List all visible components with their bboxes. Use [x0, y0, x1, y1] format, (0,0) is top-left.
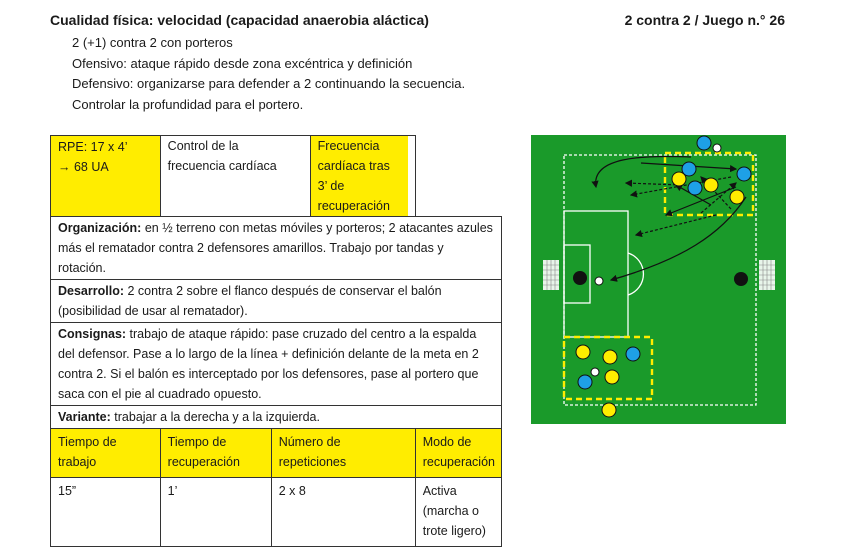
control-text: Control de la: [167, 139, 239, 153]
subtitle-line: Defensivo: organizarse para defender a 2 continuando la secuencia.: [72, 76, 466, 91]
subtitle-line: 2 (+1) contra 2 con porteros: [72, 35, 233, 50]
metrics-row: [51, 136, 502, 217]
yellow-player: [730, 190, 744, 204]
header-recovery-time: Tiempo de recuperación: [160, 429, 271, 478]
ball-icon: [713, 144, 721, 152]
heart-rate-text: Frecuencia cardíaca tras: [317, 139, 390, 173]
rpe-value: RPE: 17 x 4’: [58, 140, 128, 154]
ball-icon: [591, 368, 599, 376]
yellow-player: [704, 178, 718, 192]
rpe-cell: [51, 136, 161, 217]
consignas-row: [51, 323, 502, 406]
yellow-player: [576, 345, 590, 359]
exercise-title: Cualidad física: velocidad (capacidad anaerobia aláctica): [50, 12, 429, 28]
blue-player: [697, 136, 711, 150]
ball-icon: [595, 277, 603, 285]
header-repetitions: Número de repeticiones: [271, 429, 415, 478]
params-value-row: [51, 478, 502, 547]
subtitle-line: Controlar la profundidad para el portero.: [72, 96, 304, 112]
left-goal: [543, 260, 559, 290]
desarrollo-label: Desarrollo:: [58, 284, 124, 298]
game-number: 2 contra 2 / Juego n.° 26: [624, 12, 785, 28]
value-recovery-time: 1’: [160, 478, 271, 547]
blue-player: [626, 347, 640, 361]
header-recovery-mode: Modo de recuperación: [415, 429, 501, 478]
goalkeeper: [734, 272, 748, 286]
subtitle-block: [72, 33, 465, 115]
value-recovery-mode: Activa (marcha o trote ligero): [415, 478, 501, 547]
blue-player: [682, 162, 696, 176]
heart-rate-text: 3’ de recuperación: [317, 179, 390, 213]
consignas-label: Consignas:: [58, 327, 127, 341]
subtitle-line: Ofensivo: ataque rápido desde zona excéntrica y definición: [72, 55, 413, 71]
consignas-text: trabajo de ataque rápido: pase cruzado del centro a la espalda del defensor. Pase a lo largo de la línea + definición delante de la meta en 2 contra 2. Si el balón es interceptado por los defensores, pase al portero que saca con el pie al cuadrado opuesto.: [58, 327, 479, 401]
control-label: [161, 136, 311, 216]
yellow-player: [602, 403, 616, 417]
desarrollo-text: 2 contra 2 sobre el flanco después de conservar el balón (posibilidad de usar al rematador).: [58, 284, 442, 318]
consignas-cell: [51, 323, 502, 406]
params-header-row: [51, 429, 502, 478]
organizacion-label: Organización:: [58, 221, 142, 235]
exercise-card: [50, 135, 502, 547]
organizacion-row: [51, 217, 502, 280]
right-goal: [759, 260, 775, 290]
value-work-time: 15”: [51, 478, 161, 547]
desarrollo-cell: [51, 280, 502, 323]
organizacion-text: en ½ terreno con metas móviles y porteros; 2 atacantes azules más el rematador contra 2 defensores amarillos. Trabajo por tandas y rotación.: [58, 221, 493, 275]
yellow-player: [603, 350, 617, 364]
blue-player: [578, 375, 592, 389]
rpe-total: → 68 UA: [58, 160, 109, 174]
organizacion-cell: [51, 217, 502, 280]
goalkeeper: [573, 271, 587, 285]
header-work-time: Tiempo de trabajo: [51, 429, 161, 478]
value-repetitions: 2 x 8: [271, 478, 415, 547]
blue-player: [688, 181, 702, 195]
control-text: frecuencia cardíaca: [167, 159, 277, 173]
variante-label: Variante:: [58, 410, 111, 424]
desarrollo-row: [51, 280, 502, 323]
variante-row: [51, 406, 502, 429]
blue-player: [737, 167, 751, 181]
yellow-player: [605, 370, 619, 384]
heart-rate-label: [310, 136, 408, 216]
field-diagram: [531, 135, 786, 424]
variante-cell: [51, 406, 502, 429]
control-cell: [160, 136, 415, 217]
variante-text: trabajar a la derecha y a la izquierda.: [110, 410, 320, 424]
